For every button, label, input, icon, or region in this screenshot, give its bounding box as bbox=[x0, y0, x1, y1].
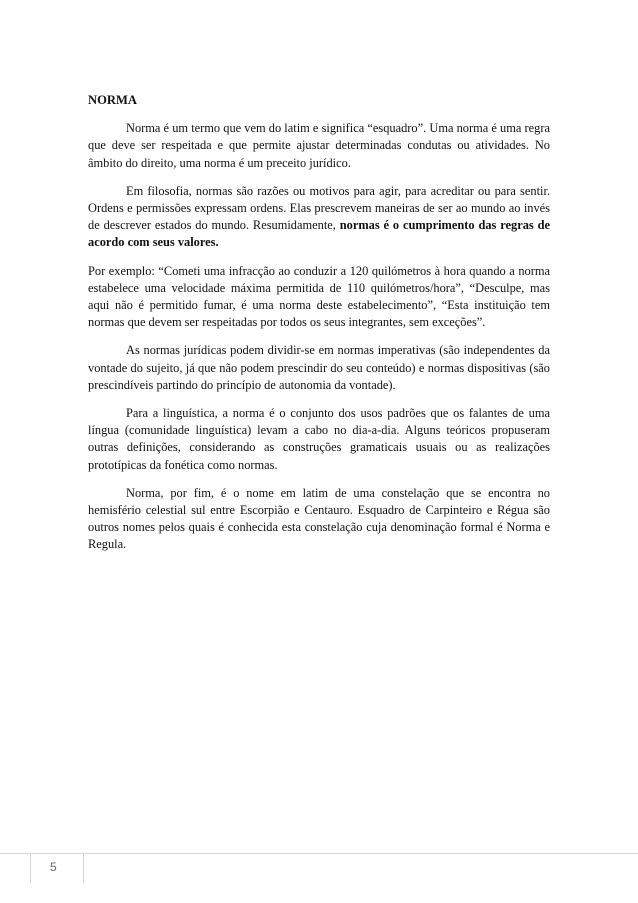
paragraph-examples bbox=[88, 263, 550, 332]
paragraph-constellation bbox=[88, 485, 550, 554]
paragraph-legal-norms bbox=[88, 342, 550, 394]
paragraph-philosophy bbox=[88, 183, 550, 252]
paragraph-text: Por exemplo: “Cometi uma infracção ao conduzir a 120 quilómetros à hora quando a norma estabelece uma velocidade máxima permitida de 110 quilómetros/hora”, “Desculpe, mas aqui não é permitido fumar, é uma norma deste estabelecimento”, “Esta instituição tem normas que devem ser respeitadas por todos os seus integrantes, sem exceções”. bbox=[88, 263, 550, 330]
section-heading: NORMA bbox=[88, 93, 137, 107]
page-number-box bbox=[30, 853, 84, 883]
paragraph-text: As normas jurídicas podem dividir-se em normas imperativas (são independentes da vontade do sujeito, já que não podem prescindir do seu conteúdo) e normas dispositivas (são prescindíveis partindo do princípio de autonomia da vontade). bbox=[88, 343, 550, 392]
paragraph-text: Norma é um termo que vem do latim e significa “esquadro”. Uma norma é uma regra que deve ser respeitada e que permite ajustar determinadas condutas ou atividades. No âmbito do direito, uma norma é um preceito jurídico. bbox=[88, 121, 550, 170]
document-body bbox=[88, 92, 550, 565]
paragraph-definition bbox=[88, 120, 550, 172]
paragraph-linguistics bbox=[88, 405, 550, 474]
paragraph-text: Em filosofia, normas são razões ou motivos para agir, para acreditar ou para sentir. Ordens e permissões expressam ordens. Elas prescrevem maneiras de ser ao mundo ao invés de descrever estados do mundo. Resumidamente, bbox=[88, 183, 550, 233]
paragraph-text: Para a linguística, a norma é o conjunto dos usos padrões que os falantes de uma língua (comunidade linguística) levam a cabo no dia-a-dia. Alguns teóricos propuseram outras definições, considerando as construções gramaticais usuais ou as realizações prototípicas da fonética como normas. bbox=[88, 406, 550, 472]
page-footer bbox=[0, 853, 638, 883]
paragraph-text: Norma, por fim, é o nome em latim de uma constelação que se encontra no hemisfério celestial sul entre Escorpião e Centauro. Esquadro de Carpinteiro e Régua são outros nomes pelos quais é conhecida esta constelação cuja denominação formal é Norma e Regula. bbox=[88, 485, 550, 552]
footer-divider bbox=[0, 853, 638, 854]
page-number: 5 bbox=[50, 860, 57, 874]
paragraph-bold-text: normas é o cumprimento das regras de acordo com seus valores. bbox=[88, 218, 551, 250]
